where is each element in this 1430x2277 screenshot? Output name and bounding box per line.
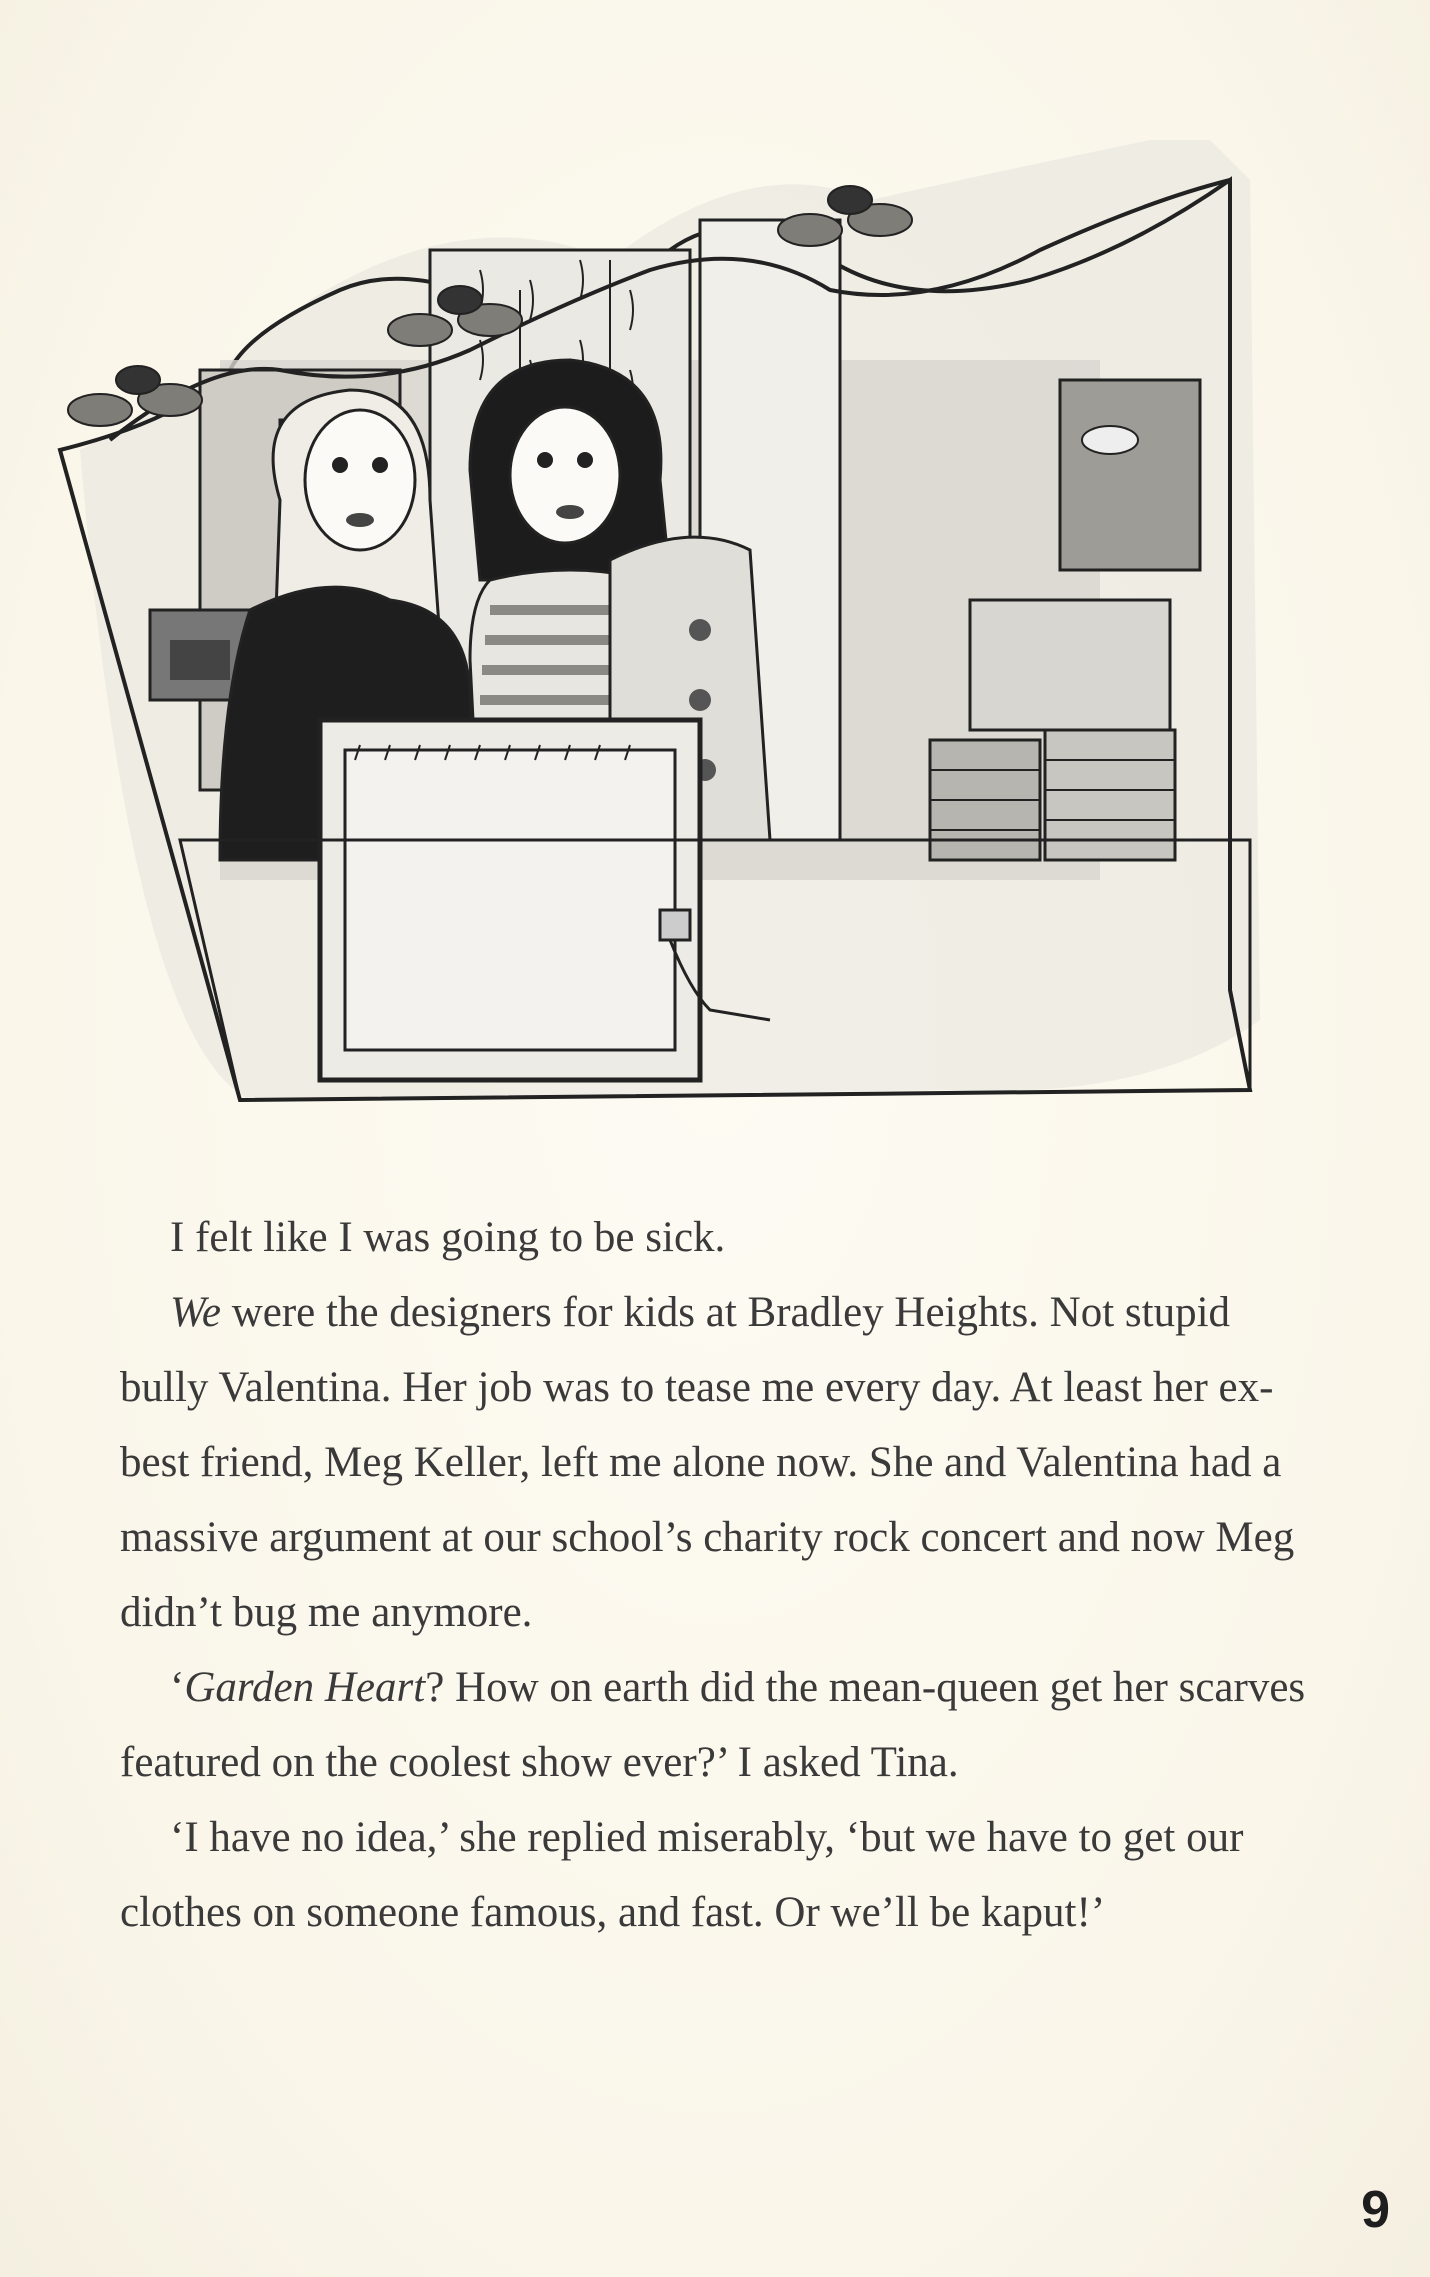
paragraph-2-emphasis: We — [170, 1289, 221, 1336]
paragraph-1-text: I felt like I was going to be sick. — [170, 1214, 726, 1261]
paragraph-2-text: were the designers for kids at Bradley Heights. Not stupid bully Valentina. Her job was to tease me every day. At least her ex-best friend, Meg Keller, left me alone now. She and Valentina had a massive argument at our school’s charity rock concert and now Meg didn’t bug me anymore. — [120, 1289, 1295, 1636]
paragraph-3-text: ? How on earth did the mean-queen get her scarves featured on the coolest show ever?’ I asked Tina. — [120, 1664, 1306, 1786]
paragraph-4 — [120, 1800, 1320, 1950]
paragraph-3-emphasis: Garden Heart — [184, 1664, 426, 1711]
paragraph-2 — [120, 1275, 1320, 1650]
paragraph-4-text: ‘I have no idea,’ she replied miserably, ‘but we have to get our clothes on someone famous, and fast. Or we’ll be kaput!’ — [120, 1814, 1244, 1936]
paragraph-3-open-quote: ‘ — [170, 1664, 185, 1711]
page-number: 9 — [1361, 2181, 1390, 2239]
story-text — [120, 1200, 1320, 1950]
paragraph-1 — [120, 1200, 1320, 1275]
paragraph-3 — [120, 1650, 1320, 1800]
illustration — [50, 140, 1300, 1150]
